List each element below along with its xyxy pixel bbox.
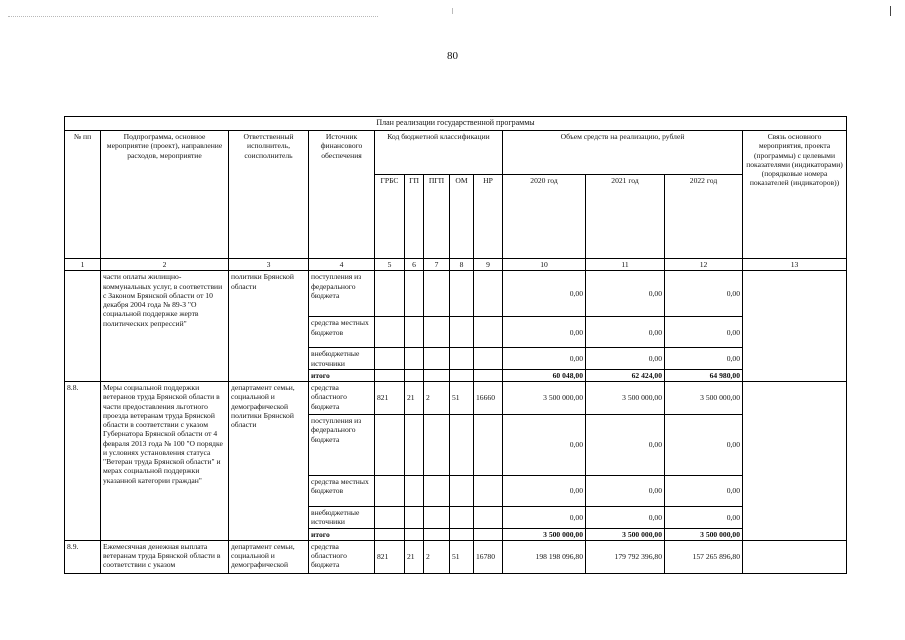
- value-2020: 0,00: [503, 415, 586, 476]
- value-2022: 157 265 896,80: [665, 540, 743, 573]
- table-title: План реализации государственной программы: [65, 117, 847, 131]
- value-2020: 0,00: [503, 317, 586, 348]
- total-2020: 60 048,00: [503, 369, 586, 381]
- program-plan-table: [64, 116, 847, 574]
- value-2020: 0,00: [503, 476, 586, 507]
- kbk-om: 51: [450, 382, 474, 415]
- row-source: средства областного бюджета: [309, 382, 375, 415]
- value-2022: 0,00: [665, 507, 743, 529]
- value-2020: 198 198 096,80: [503, 540, 586, 573]
- value-2022: 0,00: [665, 476, 743, 507]
- header-year-2021: 2021 год: [586, 175, 665, 259]
- header-kbk: Код бюджетной классификации: [375, 131, 503, 175]
- kbk-om: 51: [450, 540, 474, 573]
- row-responsible: департамент семьи, социальной и демографической политики Брянской области: [229, 382, 309, 541]
- total-2021: 62 424,00: [586, 369, 665, 381]
- value-2020: 3 500 000,00: [503, 382, 586, 415]
- row-name: Ежемесячная денежная выплата ветеранам труда Брянской области в соответствии с указом: [101, 540, 229, 573]
- row-no: 8.8.: [65, 382, 101, 541]
- colnum: 12: [665, 259, 743, 271]
- header-responsible: Ответственный исполнитель, соисполнитель: [229, 131, 309, 259]
- page-edge-mark: [890, 6, 891, 16]
- kbk-pgp: 2: [424, 540, 450, 573]
- colnum: 13: [743, 259, 847, 271]
- value-2022: 3 500 000,00: [665, 382, 743, 415]
- colnum: 3: [229, 259, 309, 271]
- value-2021: 0,00: [586, 507, 665, 529]
- table-row: [65, 271, 847, 317]
- header-om: ОМ: [450, 175, 474, 259]
- page-number: 80: [447, 50, 458, 62]
- header-volume: Объем средств на реализацию, рублей: [503, 131, 743, 175]
- row-source-total: итого: [309, 369, 375, 381]
- total-2021: 3 500 000,00: [586, 528, 665, 540]
- table-title-row: [65, 117, 847, 131]
- header-row: [65, 131, 847, 175]
- scan-artifact-mark: [452, 8, 453, 14]
- table-row: [65, 540, 847, 573]
- row-source: поступления из федерального бюджета: [309, 271, 375, 317]
- row-link-empty: [743, 271, 847, 382]
- row-link-empty: [743, 540, 847, 573]
- kbk-grbs: 821: [375, 540, 405, 573]
- table-row: [65, 382, 847, 415]
- row-source: внебюджетные источники: [309, 507, 375, 529]
- colnum: 9: [474, 259, 503, 271]
- row-source: поступления из федерального бюджета: [309, 415, 375, 476]
- value-2022: 0,00: [665, 271, 743, 317]
- row-link-empty: [743, 382, 847, 541]
- header-name: Подпрограмма, основное мероприятие (проект), направление расходов, мероприятие: [101, 131, 229, 259]
- colnum: 7: [424, 259, 450, 271]
- row-responsible: политики Брянской области: [229, 271, 309, 382]
- value-2021: 0,00: [586, 271, 665, 317]
- row-no: 8.9.: [65, 540, 101, 573]
- kbk-pgp: 2: [424, 382, 450, 415]
- total-2022: 64 980,00: [665, 369, 743, 381]
- row-source: средства местных бюджетов: [309, 476, 375, 507]
- header-year-2022: 2022 год: [665, 175, 743, 259]
- header-source: Источник финансового обеспечения: [309, 131, 375, 259]
- row-source: средства местных бюджетов: [309, 317, 375, 348]
- kbk-nr: 16780: [474, 540, 503, 573]
- row-source: внебюджетные источники: [309, 348, 375, 370]
- value-2021: 0,00: [586, 415, 665, 476]
- kbk-nr: 16660: [474, 382, 503, 415]
- value-2022: 0,00: [665, 348, 743, 370]
- kbk-gp: 21: [405, 382, 424, 415]
- row-name: Меры социальной поддержки ветеранов труда Брянской области в части предоставления льготного проезда ветеранам труда Брянской области в соответствии с указом Губернатора Брянской области от 4 февраля 2013 года № 100 "О порядке и условиях установления статуса "Ветеран труда Брянской области" и мерах социальной поддержки указанной категории граждан": [101, 382, 229, 541]
- header-pgp: ПГП: [424, 175, 450, 259]
- value-2021: 0,00: [586, 348, 665, 370]
- header-year-2020: 2020 год: [503, 175, 586, 259]
- value-2020: 0,00: [503, 348, 586, 370]
- value-2020: 0,00: [503, 271, 586, 317]
- total-2020: 3 500 000,00: [503, 528, 586, 540]
- row-no-empty: [65, 271, 101, 382]
- colnum: 1: [65, 259, 101, 271]
- header-grbs: ГРБС: [375, 175, 405, 259]
- value-2020: 0,00: [503, 507, 586, 529]
- colnum: 8: [450, 259, 474, 271]
- header-gp: ГП: [405, 175, 424, 259]
- header-no: № пп: [65, 131, 101, 259]
- colnum: 2: [101, 259, 229, 271]
- colnum: 10: [503, 259, 586, 271]
- row-source: средства областного бюджета: [309, 540, 375, 573]
- column-numbers-row: [65, 259, 847, 271]
- colnum: 4: [309, 259, 375, 271]
- header-nr: НР: [474, 175, 503, 259]
- kbk-grbs: 821: [375, 382, 405, 415]
- value-2021: 3 500 000,00: [586, 382, 665, 415]
- value-2021: 0,00: [586, 317, 665, 348]
- value-2021: 179 792 396,80: [586, 540, 665, 573]
- value-2022: 0,00: [665, 317, 743, 348]
- header-link: Связь основного мероприятия, проекта (программы) с целевыми показателями (индикаторами) (порядковые номера показателей (индикаторов)): [743, 131, 847, 259]
- value-2022: 0,00: [665, 415, 743, 476]
- row-source-total: итого: [309, 528, 375, 540]
- value-2021: 0,00: [586, 476, 665, 507]
- colnum: 5: [375, 259, 405, 271]
- total-2022: 3 500 000,00: [665, 528, 743, 540]
- kbk-gp: 21: [405, 540, 424, 573]
- row-name: части оплаты жилищно-коммунальных услуг, в соответствии с Законом Брянской области от 10 декабря 2004 года № 89-З "О социальной поддержке жертв политических репрессий": [101, 271, 229, 382]
- colnum: 6: [405, 259, 424, 271]
- colnum: 11: [586, 259, 665, 271]
- row-responsible: департамент семьи, социальной и демографической: [229, 540, 309, 573]
- scan-artifact-line: [8, 16, 378, 17]
